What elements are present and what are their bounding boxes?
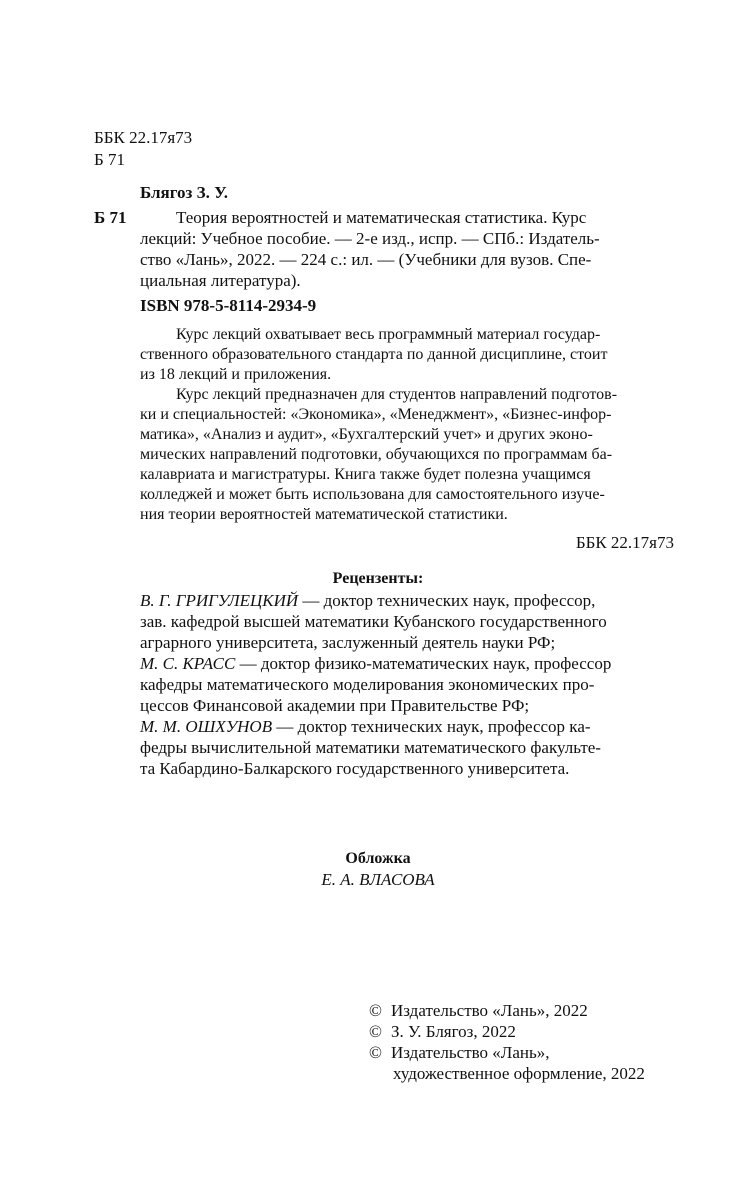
bib-line: лекций: Учебное пособие. — 2-е изд., испр. — СПб.: Издатель- — [140, 229, 600, 248]
abstract-line: калавриата и магистратуры. Книга также будет полезна учащимся — [140, 466, 591, 483]
copyright-2 — [369, 1021, 679, 1042]
reviewer-2-line: кафедры математического моделирования экономических про- — [140, 675, 595, 694]
copyright-icon: © — [369, 1001, 382, 1020]
copyright-2-text: З. У. Блягоз, 2022 — [391, 1022, 516, 1041]
reviewer-2-name: М. С. КРАСС — [140, 654, 236, 673]
bib-line: ство «Лань», 2022. — 224 с.: ил. — (Учебники для вузов. Спе- — [140, 250, 592, 269]
copyright-3-line: художественное оформление, 2022 — [393, 1064, 645, 1083]
reviewer-1-line: аграрного университета, заслуженный деятель науки РФ; — [140, 633, 556, 652]
copyright-icon: © — [369, 1022, 382, 1041]
reviewer-3-line: та Кабардино-Балкарского государственного университета. — [140, 759, 570, 778]
abstract-line: Курс лекций охватывает весь программный материал государ- — [176, 326, 601, 343]
cover-designer: Е. А. ВЛАСОВА — [321, 870, 435, 889]
author-mark-top: Б 71 — [94, 150, 126, 169]
reviewer-3-name: М. М. ОШХУНОВ — [140, 717, 273, 736]
abstract-line: ки и специальностей: «Экономика», «Менеджмент», «Бизнес-инфор- — [140, 406, 612, 423]
reviewer-2 — [140, 653, 674, 674]
copyright-1-text: Издательство «Лань», 2022 — [391, 1001, 588, 1020]
reviewer-1-line: зав. кафедрой высшей математики Кубанского государственного — [140, 612, 607, 631]
reviewer-3 — [140, 716, 674, 737]
copyright-3 — [369, 1042, 679, 1063]
abstract-line: ственного образовательного стандарта по данной дисциплине, стоит — [140, 346, 608, 363]
author-mark: Б 71 — [94, 208, 127, 227]
reviewers-list — [140, 590, 674, 779]
reviewers-title: Рецензенты: — [332, 570, 424, 587]
reviewer-1-name: В. Г. ГРИГУЛЕЦКИЙ — [140, 591, 299, 610]
reviewer-3-line: федры вычислительной математики математического факульте- — [140, 738, 601, 757]
copyright-3-text: Издательство «Лань», — [391, 1043, 550, 1062]
copyrights — [369, 1000, 679, 1084]
reviewer-1-text: — доктор технических наук, профессор, — [298, 591, 596, 610]
bbk-code-top: ББК 22.17я73 — [94, 128, 193, 147]
abstract-line: колледжей и может быть использована для самостоятельного изуче- — [140, 486, 605, 503]
reviewer-3-text: — доктор технических наук, профессор ка- — [272, 717, 591, 736]
reviewer-2-text: — доктор физико-математических наук, профессор — [235, 654, 612, 673]
bibliographic-description — [140, 207, 674, 291]
abstract-line: Курс лекций предназначен для студентов направлений подготов- — [176, 386, 618, 403]
bbk-code-right: ББК 22.17я73 — [575, 533, 674, 552]
abstract-line: из 18 лекций и приложения. — [140, 366, 332, 383]
reviewer-2-line: цессов Финансовой академии при Правительстве РФ; — [140, 696, 530, 715]
author-name: Блягоз З. У. — [140, 183, 229, 202]
copyright-icon: © — [369, 1043, 382, 1062]
abstract-line: ния теории вероятностей математической статистики. — [140, 506, 508, 523]
isbn: ISBN 978-5-8114-2934-9 — [140, 296, 317, 315]
abstract-line: мических направлений подготовки, обучающихся по программам ба- — [140, 446, 613, 463]
bib-line: Теория вероятностей и математическая статистика. Курс — [176, 208, 587, 227]
reviewer-1 — [140, 590, 674, 611]
bib-line: циальная литература). — [140, 271, 301, 290]
copyright-1 — [369, 1000, 679, 1021]
abstract — [140, 325, 674, 525]
abstract-line: матика», «Анализ и аудит», «Бухгалтерский учет» и других эконо- — [140, 426, 593, 443]
cover-title: Обложка — [345, 850, 411, 867]
